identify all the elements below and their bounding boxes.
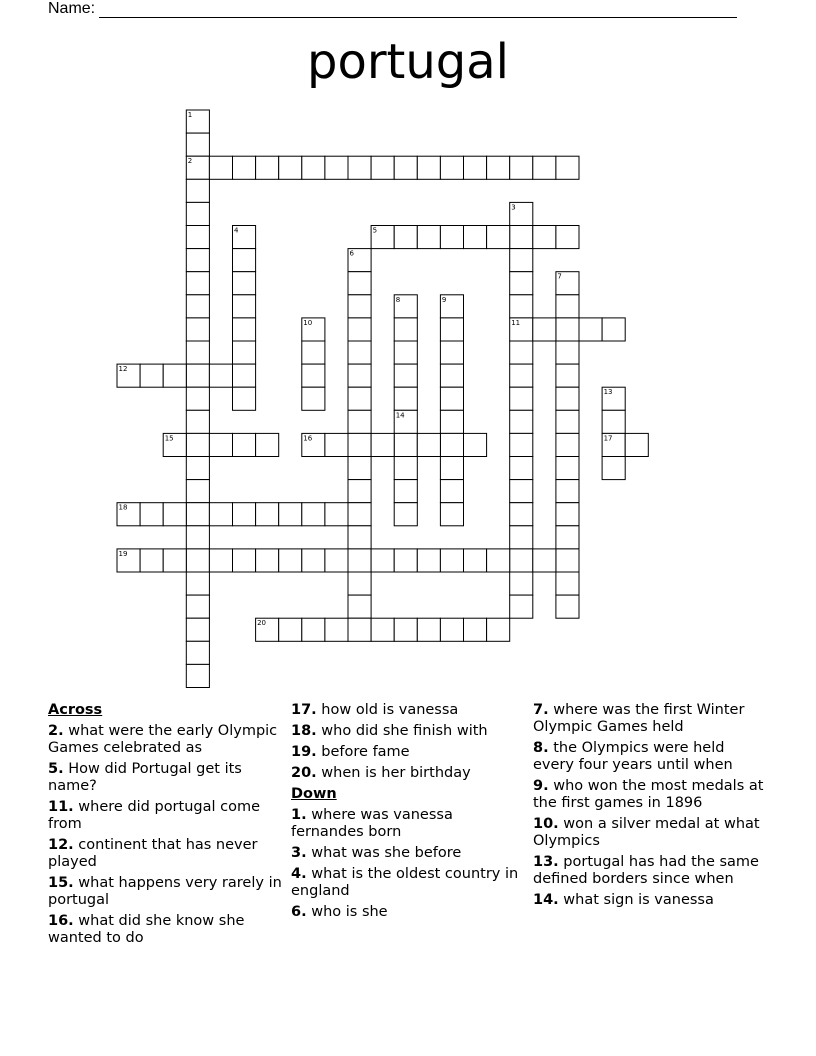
grid-cell[interactable] [186,457,209,480]
clue-item [48,761,284,795]
cell-number: 5 [372,226,378,235]
grid-cell[interactable] [348,387,371,410]
grid-cell[interactable] [348,503,371,526]
grid-cell[interactable] [394,503,417,526]
grid-cell[interactable] [163,503,186,526]
grid-cell[interactable] [186,480,209,503]
clue-text: what happens very rarely in portugal [48,875,282,908]
grid-cell[interactable] [440,341,463,364]
clue-text: portugal has had the same defined borders since when [533,854,759,887]
grid-cell[interactable] [302,156,325,179]
clue-number: 7. [533,702,549,718]
grid-cell[interactable] [510,457,533,480]
clue-number: 13. [533,854,559,870]
grid-cell[interactable] [186,595,209,618]
grid-cell[interactable] [510,295,533,318]
clue-text: How did Portugal get its name? [48,761,242,794]
grid-cell[interactable] [487,226,510,249]
clue-text: continent that has never played [48,837,258,870]
grid-cell[interactable] [487,618,510,641]
clue-text: who is she [306,904,388,920]
grid-cell[interactable] [163,549,186,572]
grid-cell[interactable] [556,595,579,618]
clue-number: 3. [291,845,307,861]
cell-number: 1 [187,111,193,119]
grid-cell[interactable] [556,410,579,433]
grid-cell[interactable] [556,503,579,526]
clue-number: 8. [533,740,549,756]
grid-cell[interactable] [325,549,348,572]
clue-text: where did portugal come from [48,799,261,832]
grid-cell[interactable] [186,318,209,341]
grid-cell[interactable] [394,318,417,341]
name-label: Name: [48,0,96,17]
clue-item [48,913,284,947]
cell-number: 11 [511,318,521,327]
grid-cell[interactable] [394,364,417,387]
grid-cell[interactable] [233,364,256,387]
grid-cell[interactable] [602,318,625,341]
grid-cell[interactable] [256,433,279,456]
grid-cell[interactable] [186,341,209,364]
grid-cell[interactable] [556,226,579,249]
grid-cell[interactable] [325,433,348,456]
clue-item [48,837,284,871]
grid-cell[interactable] [186,226,209,249]
grid-cell[interactable] [233,387,256,410]
grid-cell[interactable] [209,156,232,179]
clue-number: 2. [48,723,64,739]
grid-cell[interactable] [510,503,533,526]
grid-cell[interactable] [510,156,533,179]
grid-cell[interactable] [233,318,256,341]
clue-text: before fame [316,744,410,760]
clue-number: 9. [533,778,549,794]
grid-cell[interactable] [348,410,371,433]
grid-cell[interactable] [510,549,533,572]
grid-cell[interactable] [533,226,556,249]
grid-cell[interactable] [186,410,209,433]
clue-number: 5. [48,761,64,777]
clue-item [291,866,521,900]
grid-cell[interactable] [302,618,325,641]
cell-number: 19 [118,549,128,558]
grid-cell[interactable] [186,387,209,410]
grid-cell[interactable] [417,549,440,572]
grid-cell[interactable] [186,572,209,595]
grid-cell[interactable] [440,457,463,480]
grid-cell[interactable] [464,433,487,456]
grid-cell[interactable] [394,341,417,364]
cell-number: 20 [257,619,267,628]
grid-cell[interactable] [348,433,371,456]
grid-cell[interactable] [556,526,579,549]
grid-cell[interactable] [186,249,209,272]
cell-number: 2 [187,157,193,166]
grid-cell[interactable] [348,457,371,480]
clue-column-2 [291,702,521,925]
clue-column-3 [533,702,769,913]
grid-cell[interactable] [348,480,371,503]
grid-cell[interactable] [371,156,394,179]
grid-cell[interactable] [186,664,209,687]
grid-cell[interactable] [371,618,394,641]
grid-cell[interactable] [510,410,533,433]
grid-cell[interactable] [556,549,579,572]
grid-cell[interactable] [302,387,325,410]
grid-cell[interactable] [256,503,279,526]
grid-cell[interactable] [556,480,579,503]
grid-cell[interactable] [556,572,579,595]
grid-cell[interactable] [602,410,625,433]
cell-number: 8 [395,295,401,304]
clue-text: what were the early Olympic Games celebrated as [48,723,278,756]
across-heading: Across [48,702,103,718]
grid-cell[interactable] [440,387,463,410]
grid-cell[interactable] [579,318,602,341]
grid-cell[interactable] [140,503,163,526]
grid-cell[interactable] [394,226,417,249]
clue-item [533,702,769,736]
clue-text: where was the first Winter Olympic Games held [533,702,745,735]
grid-cell[interactable] [186,618,209,641]
clue-item [291,845,521,862]
grid-cell[interactable] [186,179,209,202]
grid-cell[interactable] [487,549,510,572]
grid-cell[interactable] [348,364,371,387]
clue-number: 12. [48,837,74,853]
grid-cell[interactable] [556,387,579,410]
grid-cell[interactable] [348,318,371,341]
grid-cell[interactable] [186,295,209,318]
grid-cell[interactable] [394,457,417,480]
clue-item [291,765,521,782]
grid-cell[interactable] [348,295,371,318]
grid-cell[interactable] [348,156,371,179]
grid-cell[interactable] [348,549,371,572]
clue-text: who did she finish with [316,723,488,739]
grid-cell[interactable] [625,433,648,456]
grid-cell[interactable] [510,433,533,456]
grid-cell[interactable] [279,503,302,526]
cell-number: 17 [603,434,613,443]
grid-cell[interactable] [233,295,256,318]
grid-cell[interactable] [209,433,232,456]
grid-cell[interactable] [556,433,579,456]
clue-text: what was she before [306,845,462,861]
grid-cell[interactable] [325,156,348,179]
grid-cell[interactable] [440,364,463,387]
grid-cell[interactable] [233,341,256,364]
grid-cell[interactable] [464,156,487,179]
grid-cell[interactable] [348,595,371,618]
grid-cell[interactable] [186,503,209,526]
clue-item [291,807,521,841]
grid-cell[interactable] [510,595,533,618]
cell-number: 4 [234,226,239,235]
grid-cell[interactable] [233,272,256,295]
grid-cell[interactable] [348,272,371,295]
grid-cell[interactable] [440,549,463,572]
grid-cell[interactable] [417,226,440,249]
clue-item [48,799,284,833]
clue-number: 18. [291,723,317,739]
cell-number: 16 [303,434,313,443]
grid-cell[interactable] [233,156,256,179]
grid-cell[interactable] [533,318,556,341]
grid-cell[interactable] [487,156,510,179]
grid-cell[interactable] [279,156,302,179]
clue-text: won a silver medal at what Olympics [533,816,760,849]
grid-cell[interactable] [233,249,256,272]
grid-cell[interactable] [348,341,371,364]
cell-number: 12 [118,365,128,374]
grid-cell[interactable] [371,549,394,572]
cell-number: 7 [557,272,562,281]
grid-cell[interactable] [233,433,256,456]
cell-number: 15 [164,434,174,443]
grid-cell[interactable] [186,364,209,387]
grid-cell[interactable] [510,341,533,364]
clue-number: 15. [48,875,74,891]
clue-text: what sign is vanessa [558,892,714,908]
grid-cell[interactable] [510,387,533,410]
clue-item [533,778,769,812]
clue-number: 4. [291,866,307,882]
grid-cell[interactable] [394,433,417,456]
grid-cell[interactable] [325,618,348,641]
grid-cell[interactable] [510,480,533,503]
clue-number: 11. [48,799,74,815]
grid-cell[interactable] [440,318,463,341]
grid-cell[interactable] [556,156,579,179]
clue-number: 10. [533,816,559,832]
grid-cell[interactable] [440,226,463,249]
grid-cell[interactable] [394,480,417,503]
grid-cell[interactable] [256,156,279,179]
clue-text: how old is vanessa [316,702,459,718]
grid-cell[interactable] [140,364,163,387]
grid-cell[interactable] [440,433,463,456]
grid-cell[interactable] [510,249,533,272]
grid-cell[interactable] [556,457,579,480]
grid-cell[interactable] [394,156,417,179]
grid-cell[interactable] [186,272,209,295]
grid-cell[interactable] [440,503,463,526]
grid-cell[interactable] [464,549,487,572]
clue-item [291,723,521,740]
grid-cell[interactable] [302,549,325,572]
cell-number: 9 [441,295,447,304]
grid-cell[interactable] [233,503,256,526]
grid-cell[interactable] [209,503,232,526]
grid-cell[interactable] [510,226,533,249]
clue-text: the Olympics were held every four years until when [533,740,733,773]
grid-cell[interactable] [256,549,279,572]
grid-cell[interactable] [348,572,371,595]
clue-column-1 [48,702,284,951]
grid-cell[interactable] [279,549,302,572]
page-title: portugal [306,34,510,90]
clue-text: when is her birthday [316,765,471,781]
grid-cell[interactable] [348,526,371,549]
clue-item [291,744,521,761]
grid-cell[interactable] [510,526,533,549]
down-heading: Down [291,786,337,802]
grid-cell[interactable] [417,433,440,456]
clue-item [48,723,284,757]
cell-number: 3 [511,203,516,212]
grid-cell[interactable] [440,156,463,179]
cell-number: 13 [603,388,613,397]
grid-cell[interactable] [302,503,325,526]
clue-item [291,702,521,719]
grid-cell[interactable] [140,549,163,572]
clue-number: 14. [533,892,559,908]
grid-cell[interactable] [533,549,556,572]
grid-cell[interactable] [394,387,417,410]
grid-cell[interactable] [510,572,533,595]
cell-number: 10 [303,318,313,327]
clue-item [533,816,769,850]
grid-cell[interactable] [417,618,440,641]
grid-cell[interactable] [279,618,302,641]
grid-cell[interactable] [394,549,417,572]
grid-cell[interactable] [440,618,463,641]
clue-number: 20. [291,765,317,781]
clue-item [533,892,769,909]
grid-cell[interactable] [186,202,209,225]
grid-cell[interactable] [233,549,256,572]
clue-number: 17. [291,702,317,718]
grid-cell[interactable] [556,341,579,364]
clue-text: where was vanessa fernandes born [291,807,453,840]
clue-number: 6. [291,904,307,920]
grid-cell[interactable] [417,156,440,179]
clue-text: what did she know she wanted to do [48,913,245,946]
clue-text: who won the most medals at the first games in 1896 [533,778,764,811]
grid-cell[interactable] [556,295,579,318]
grid-cell[interactable] [209,549,232,572]
grid-cell[interactable] [186,549,209,572]
grid-cell[interactable] [186,526,209,549]
grid-cell[interactable] [302,341,325,364]
clue-item [533,854,769,888]
cell-number: 14 [395,411,405,420]
grid-cell[interactable] [394,618,417,641]
grid-cell[interactable] [533,156,556,179]
grid-cell[interactable] [602,457,625,480]
grid-cell[interactable] [302,364,325,387]
grid-cell[interactable] [440,410,463,433]
grid-cell[interactable] [510,272,533,295]
grid-cell[interactable] [209,364,232,387]
clue-number: 16. [48,913,74,929]
grid-cell[interactable] [163,364,186,387]
clue-item [533,740,769,774]
grid-cell[interactable] [348,618,371,641]
clue-number: 19. [291,744,317,760]
cell-number: 18 [118,503,128,512]
grid-cell[interactable] [556,318,579,341]
grid-cell[interactable] [556,364,579,387]
grid-cell[interactable] [371,433,394,456]
grid-cell[interactable] [325,503,348,526]
grid-cell[interactable] [464,226,487,249]
clue-text: what is the oldest country in england [291,866,519,899]
grid-cell[interactable] [186,641,209,664]
grid-cell[interactable] [510,364,533,387]
grid-cell[interactable] [186,433,209,456]
clue-number: 1. [291,807,307,823]
grid-cell[interactable] [186,133,209,156]
clue-item [48,875,284,909]
grid-cell[interactable] [440,480,463,503]
clue-item [291,904,521,921]
grid-cell[interactable] [464,618,487,641]
cell-number: 6 [349,249,354,258]
